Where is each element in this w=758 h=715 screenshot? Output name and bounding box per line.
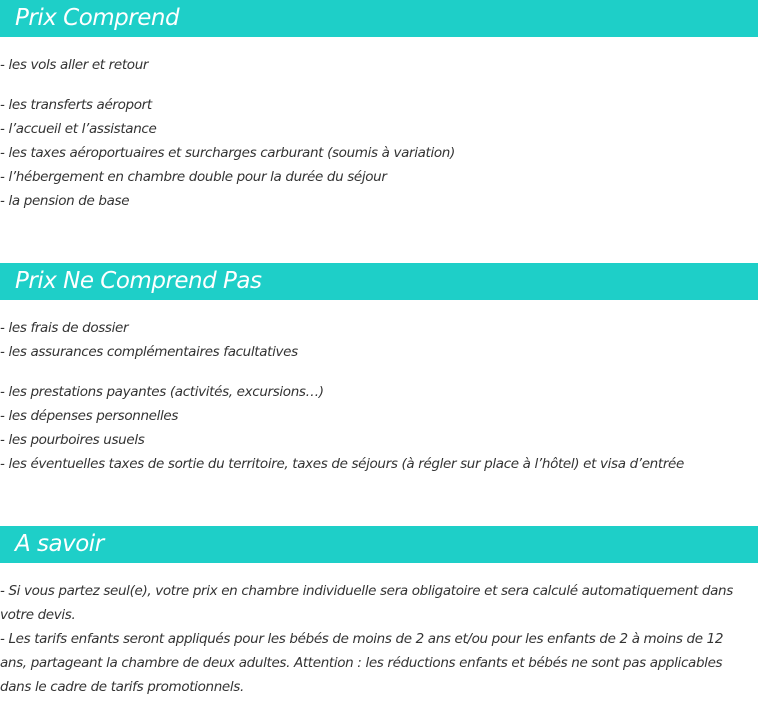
list-gap: [0, 77, 758, 93]
info-paragraph: - Si vous partez seul(e), votre prix en chambre individuelle sera obligatoire et sera calculé automatiquement dans votre devis.: [0, 583, 733, 623]
list-item: - les vols aller et retour: [0, 57, 149, 73]
list-item: - les éventuelles taxes de sortie du territoire, taxes de séjours (à régler sur place à l’hôtel) et visa d’entrée: [0, 456, 684, 472]
list-item: - les taxes aéroportuaires et surcharges carburant (soumis à variation): [0, 145, 455, 161]
list-item: - les dépenses personnelles: [0, 408, 179, 424]
prix-comprend-list: [0, 53, 758, 213]
section-header-prix-comprend: Prix Comprend: [0, 0, 758, 37]
list-item: - l’accueil et l’assistance: [0, 121, 157, 137]
list-item: - les assurances complémentaires facultatives: [0, 344, 298, 360]
a-savoir-text: [0, 579, 758, 699]
prix-ne-comprend-pas-list: [0, 316, 758, 476]
list-gap: [0, 364, 758, 380]
list-item: - les prestations payantes (activités, excursions…): [0, 384, 324, 400]
section-header-prix-ne-comprend-pas: Prix Ne Comprend Pas: [0, 263, 758, 300]
section-header-a-savoir: A savoir: [0, 526, 758, 563]
list-item: - les pourboires usuels: [0, 432, 145, 448]
list-item: - les frais de dossier: [0, 320, 129, 336]
list-item: - l’hébergement en chambre double pour la durée du séjour: [0, 169, 387, 185]
list-item: - la pension de base: [0, 193, 130, 209]
list-item: - les transferts aéroport: [0, 97, 152, 113]
info-paragraph: - Les tarifs enfants seront appliqués pour les bébés de moins de 2 ans et/ou pour les enfants de 2 à moins de 12 ans, partageant la chambre de deux adultes. Attention : les réductions enfants et bébés ne sont pas applicables dans le cadre de tarifs promotionnels.: [0, 631, 724, 695]
